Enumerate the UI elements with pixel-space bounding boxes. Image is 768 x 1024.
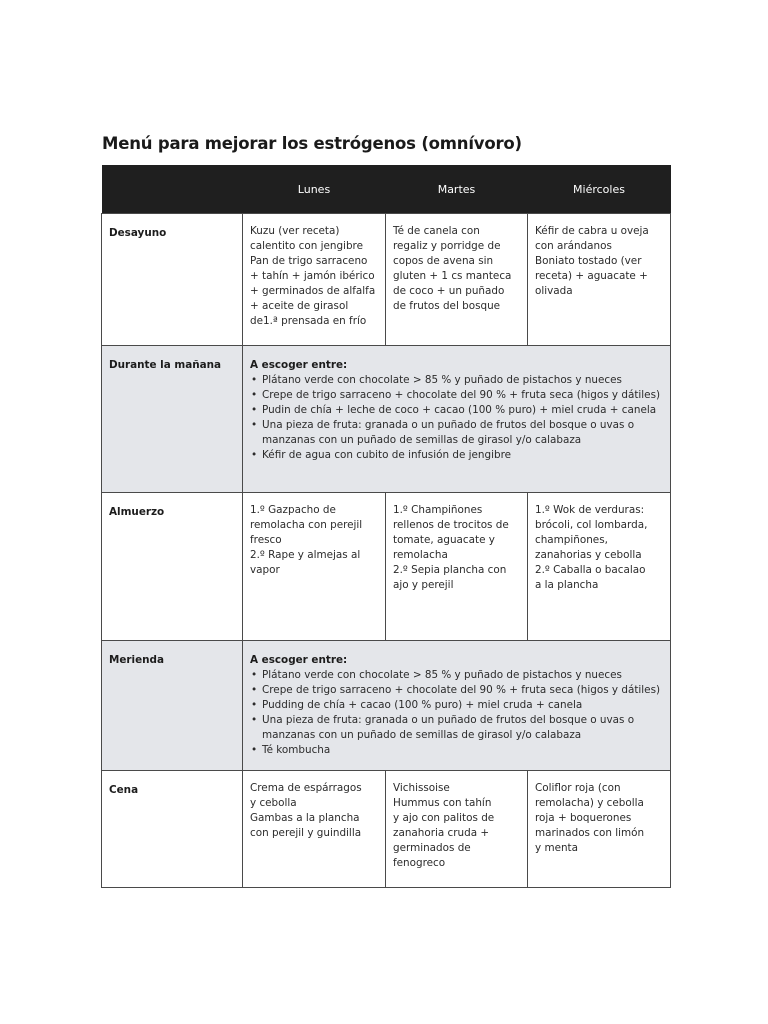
bullet: • [251,684,258,696]
list-item-text: Kéfir de agua con cubito de infusión de jengibre [262,449,512,461]
cell-desayuno-miercoles [528,214,671,346]
cell-text: 1.º Champiñones rellenos de trocitos de tomate, aguacate y remolacha 2.º Sepia plancha con ajo y perejil [393,504,509,591]
options-list [250,668,664,758]
header-miercoles: Miércoles [528,165,671,214]
row-label-cena: Cena [102,771,243,888]
cell-cena-miercoles [528,771,671,888]
list-item [250,713,664,743]
list-item-text: Una pieza de fruta: granada o un puñado de frutos del bosque o uvas o manzanas con un puñado de semillas de girasol y/o calabaza [262,419,635,446]
list-item [250,373,664,388]
row-label-durante-la-manana: Durante la mañana [102,346,243,493]
cell-text: Kuzu (ver receta) calentito con jengibre Pan de trigo sarraceno + tahín + jamón ibérico + germinados de alfalfa + aceite de girasol de1.ª prensada en frío [250,225,376,327]
list-item [250,418,664,448]
options-list [250,373,664,463]
bullet: • [251,389,258,401]
row-almuerzo [102,493,671,641]
bullet: • [251,374,258,386]
list-item-text: Té kombucha [262,744,331,756]
cell-text: 1.º Gazpacho de remolacha con perejil fresco 2.º Rape y almejas al vapor [250,504,363,576]
header-lunes: Lunes [243,165,386,214]
options-heading: A escoger entre: [250,359,348,371]
list-item [250,403,664,418]
list-item [250,743,664,758]
cell-desayuno-martes [386,214,528,346]
row-label-almuerzo: Almuerzo [102,493,243,641]
row-label-desayuno: Desayuno [102,214,243,346]
cell-text: 1.º Wok de verduras: brócoli, col lombarda, champiñones, zanahorias y cebolla 2.º Caballa o bacalao a la plancha [535,504,648,591]
list-item [250,668,664,683]
page-title: Menú para mejorar los estrógenos (omnívoro) [102,134,522,153]
bullet: • [251,449,258,461]
cell-text: Coliflor roja (con remolacha) y cebolla roja + boquerones marinados con limón y menta [535,782,645,854]
menu-table [101,165,671,888]
list-item-text: Plátano verde con chocolate > 85 % y puñado de pistachos y nueces [262,669,622,681]
header-corner [102,165,243,214]
row-label-merienda: Merienda [102,641,243,771]
list-item-text: Una pieza de fruta: granada o un puñado de frutos del bosque o uvas o manzanas con un puñado de semillas de girasol y/o calabaza [262,714,635,741]
bullet: • [251,744,258,756]
bullet: • [251,404,258,416]
row-durante-la-manana [102,346,671,493]
bullet: • [251,714,258,726]
bullet: • [251,699,258,711]
row-desayuno [102,214,671,346]
cell-desayuno-lunes [243,214,386,346]
cell-almuerzo-martes [386,493,528,641]
list-item-text: Crepe de trigo sarraceno + chocolate del 90 % + fruta seca (higos y dátiles) [262,389,661,401]
cell-merienda-options [243,641,671,771]
list-item-text: Plátano verde con chocolate > 85 % y puñado de pistachos y nueces [262,374,622,386]
list-item [250,698,664,713]
list-item [250,683,664,698]
cell-almuerzo-miercoles [528,493,671,641]
cell-almuerzo-lunes [243,493,386,641]
options-heading: A escoger entre: [250,654,348,666]
cell-text: Crema de espárragos y cebolla Gambas a la plancha con perejil y guindilla [250,782,362,839]
header-martes: Martes [386,165,528,214]
bullet: • [251,669,258,681]
cell-cena-lunes [243,771,386,888]
cell-text: Vichissoise Hummus con tahín y ajo con palitos de zanahoria cruda + germinados de fenogreco [393,782,495,869]
list-item-text: Pudin de chía + leche de coco + cacao (100 % puro) + miel cruda + canela [262,404,657,416]
cell-cena-martes [386,771,528,888]
bullet: • [251,419,258,431]
row-cena [102,771,671,888]
table-header-row [102,165,671,214]
cell-text: Té de canela con regaliz y porridge de copos de avena sin gluten + 1 cs manteca de coco + un puñado de frutos del bosque [393,225,512,312]
list-item-text: Crepe de trigo sarraceno + chocolate del 90 % + fruta seca (higos y dátiles) [262,684,661,696]
row-merienda [102,641,671,771]
list-item [250,388,664,403]
cell-text: Kéfir de cabra u oveja con arándanos Boniato tostado (ver receta) + aguacate + olivada [535,225,649,297]
list-item [250,448,664,463]
list-item-text: Pudding de chía + cacao (100 % puro) + miel cruda + canela [262,699,583,711]
cell-manana-options [243,346,671,493]
